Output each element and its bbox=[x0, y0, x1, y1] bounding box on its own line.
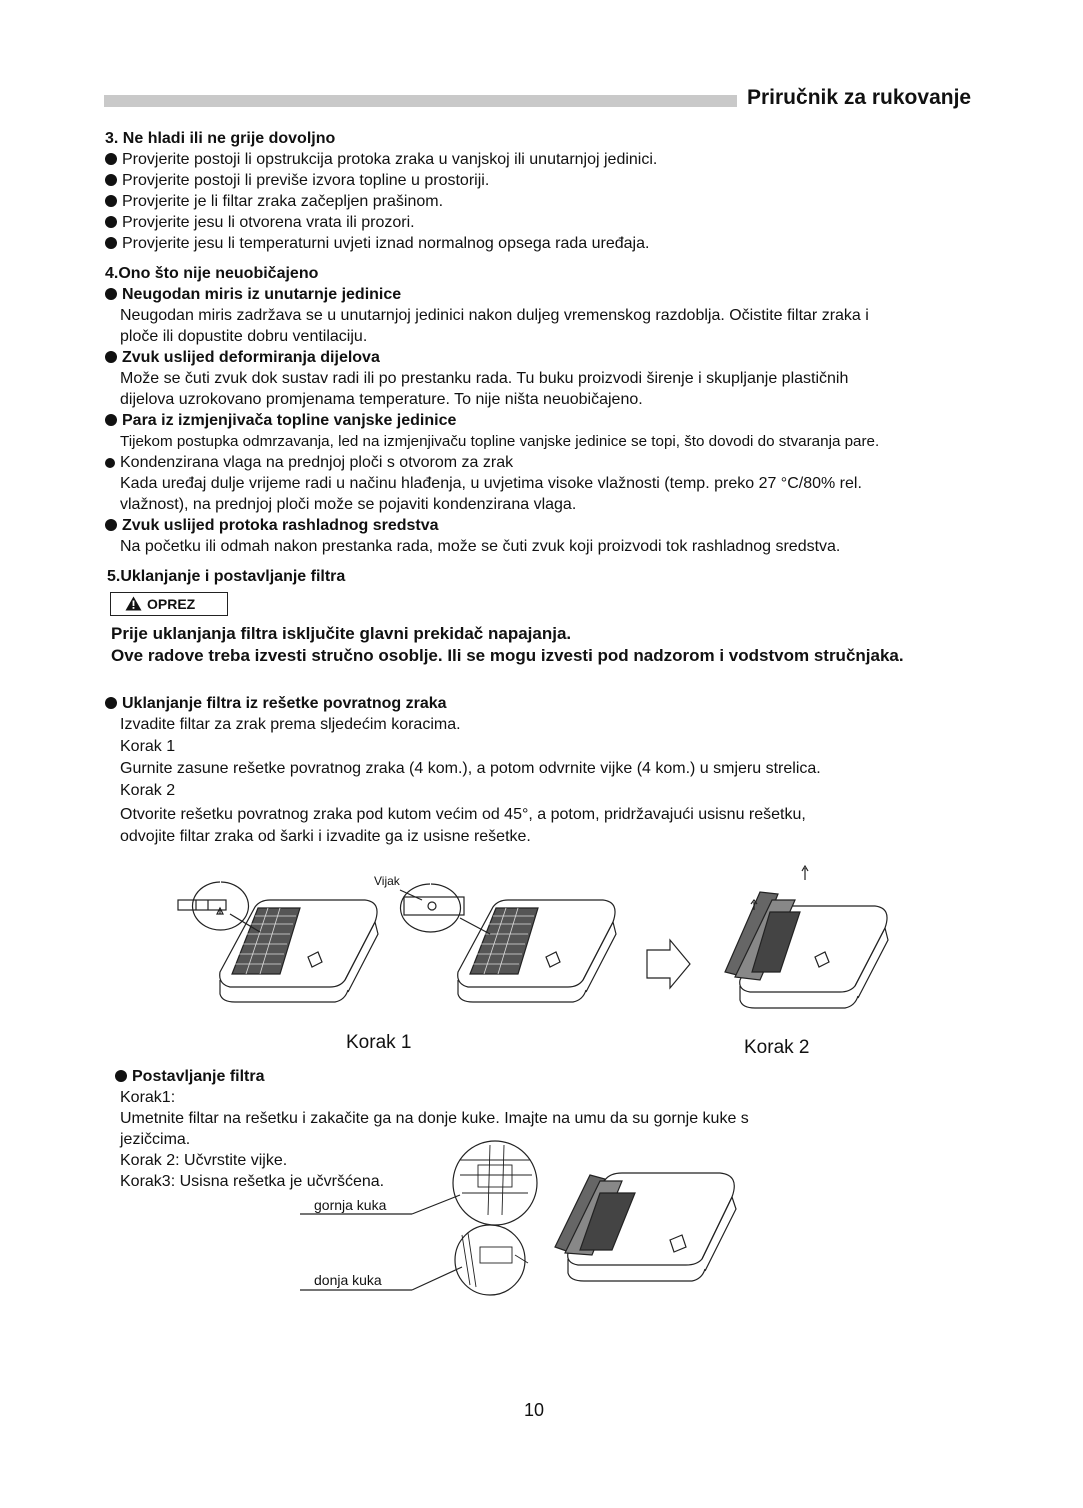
indoor-unit-illustration bbox=[555, 1173, 736, 1281]
install-text: jezičcima. bbox=[120, 1131, 191, 1148]
bullet-icon bbox=[105, 288, 117, 300]
list-item: Provjerite postoji li opstrukcija protoka zraka u vanjskoj ili unutarnjoj jedinici. bbox=[105, 149, 657, 170]
bullet-icon bbox=[105, 351, 117, 363]
caption-step2: Korak 2 bbox=[744, 1037, 810, 1058]
caution-box bbox=[110, 592, 228, 616]
header-bar bbox=[104, 95, 737, 107]
bullet-icon bbox=[105, 216, 117, 228]
section4-item-title: Zvuk uslijed protoka rashladnog sredstva bbox=[105, 515, 439, 536]
removal-text: Gurnite zasune rešetke povratnog zraka (4 kom.), a potom odvrnite vijke (4 kom.) u smjeru strelica. bbox=[120, 760, 821, 777]
removal-title: Uklanjanje filtra iz rešetke povratnog zraka bbox=[105, 693, 447, 714]
install-text: Korak1: bbox=[120, 1089, 176, 1106]
removal-text: Izvadite filtar za zrak prema sljedećim koracima. bbox=[120, 716, 461, 733]
section4-item-title: Para iz izmjenjivača topline vanjske jedinice bbox=[105, 410, 456, 431]
section5-heading: 5.Uklanjanje i postavljanje filtra bbox=[107, 568, 346, 585]
install-text: Umetnite filtar na rešetku i zakačite ga na donje kuke. Imajte na umu da su gornje kuke s bbox=[120, 1110, 749, 1127]
list-item: Provjerite postoji li previše izvora topline u prostoriji. bbox=[105, 170, 489, 191]
caption-step1: Korak 1 bbox=[346, 1032, 412, 1053]
section4-heading: 4.Ono što nije neuobičajeno bbox=[105, 265, 319, 282]
upper-hook-label: gornja kuka bbox=[314, 1197, 387, 1213]
removal-text: Korak 2 bbox=[120, 782, 176, 799]
bullet-icon bbox=[105, 697, 117, 709]
list-item: Provjerite je li filtar zraka začepljen prašinom. bbox=[105, 191, 443, 212]
warning-text: Ove radove treba izvesti stručno osoblje. Ili se mogu izvesti pod nadzorom i vodstvom stručnjaka. bbox=[111, 646, 904, 665]
bullet-icon bbox=[115, 1070, 127, 1082]
section4-item-text: dijelova uzrokovano promjenama temperature. To nije ništa neuobičajeno. bbox=[120, 391, 643, 408]
leader-line bbox=[412, 1267, 462, 1290]
bullet-icon bbox=[105, 153, 117, 165]
list-item: Provjerite jesu li temperaturni uvjeti iznad normalnog opsega rada uređaja. bbox=[105, 233, 649, 254]
lower-hook-label: donja kuka bbox=[314, 1272, 382, 1288]
removal-text: Otvorite rešetku povratnog zraka pod kutom većim od 45°, a potom, pridržavajući usisnu rešetku, bbox=[120, 806, 806, 823]
section3-heading: 3. Ne hladi ili ne grije dovoljno bbox=[105, 130, 336, 147]
page-number: 10 bbox=[524, 1400, 545, 1420]
list-item: Provjerite jesu li otvorena vrata ili prozori. bbox=[105, 212, 415, 233]
screw-label: Vijak bbox=[374, 874, 400, 888]
bullet-icon bbox=[105, 458, 115, 468]
removal-text: Korak 1 bbox=[120, 738, 176, 755]
section4-item-text: ploče ili dopustite dobru ventilaciju. bbox=[120, 328, 368, 345]
removal-text: odvojite filtar zraka od šarki i izvadite ga iz usisne rešetke. bbox=[120, 828, 531, 845]
bullet-icon bbox=[105, 414, 117, 426]
section4-item-text: Tijekom postupka odmrzavanja, led na izmjenjivaču topline vanjske jedinice se topi, što dovodi do stvaranja pare. bbox=[120, 433, 880, 450]
indoor-unit-illustration bbox=[725, 866, 888, 1008]
indoor-unit-illustration bbox=[178, 882, 378, 1002]
bullet-icon bbox=[105, 237, 117, 249]
install-text: Korak 2: Učvrstite vijke. bbox=[120, 1152, 288, 1169]
section4-item-text: Može se čuti zvuk dok sustav radi ili po prestanku rada. Tu buku proizvodi širenje i skupljanje plastičnih bbox=[120, 370, 849, 387]
install-title: Postavljanje filtra bbox=[115, 1066, 265, 1087]
section4-item-title: Kondenzirana vlaga na prednjoj ploči s otvorom za zrak bbox=[105, 452, 513, 473]
warning-text: Prije uklanjanja filtra isključite glavni prekidač napajanja. bbox=[111, 624, 572, 643]
warning-icon bbox=[125, 596, 142, 611]
install-text: Korak3: Usisna rešetka je učvršćena. bbox=[120, 1173, 385, 1190]
section4-item-text: Na početku ili odmah nakon prestanka rada, može se čuti zvuk koji proizvodi tok rashladnog sredstva. bbox=[120, 538, 841, 555]
bullet-icon bbox=[105, 174, 117, 186]
indoor-unit-illustration bbox=[400, 884, 616, 1002]
leader-line bbox=[412, 1195, 460, 1214]
caution-label: OPREZ bbox=[147, 596, 196, 612]
bullet-icon bbox=[105, 519, 117, 531]
filter-removal-diagram bbox=[160, 862, 890, 1022]
section4-item-text: Kada uređaj dulje vrijeme radi u načinu hlađenja, u uvjetima visoke vlažnosti (temp. preko 27 °C/80% rel. bbox=[120, 475, 862, 492]
page-title: Priručnik za rukovanje bbox=[747, 86, 972, 109]
section4-item-text: vlažnost), na prednjoj ploči može se pojaviti kondenzirana vlaga. bbox=[120, 496, 577, 513]
section4-item-title: Zvuk uslijed deformiranja dijelova bbox=[105, 347, 380, 368]
bullet-icon bbox=[105, 195, 117, 207]
section4-item-title: Neugodan miris iz unutarnje jedinice bbox=[105, 284, 401, 305]
arrow-right-icon bbox=[647, 940, 690, 988]
section4-item-text: Neugodan miris zadržava se u unutarnjoj jedinici nakon duljeg vremenskog razdoblja. Očistite filtar zraka i bbox=[120, 307, 869, 324]
